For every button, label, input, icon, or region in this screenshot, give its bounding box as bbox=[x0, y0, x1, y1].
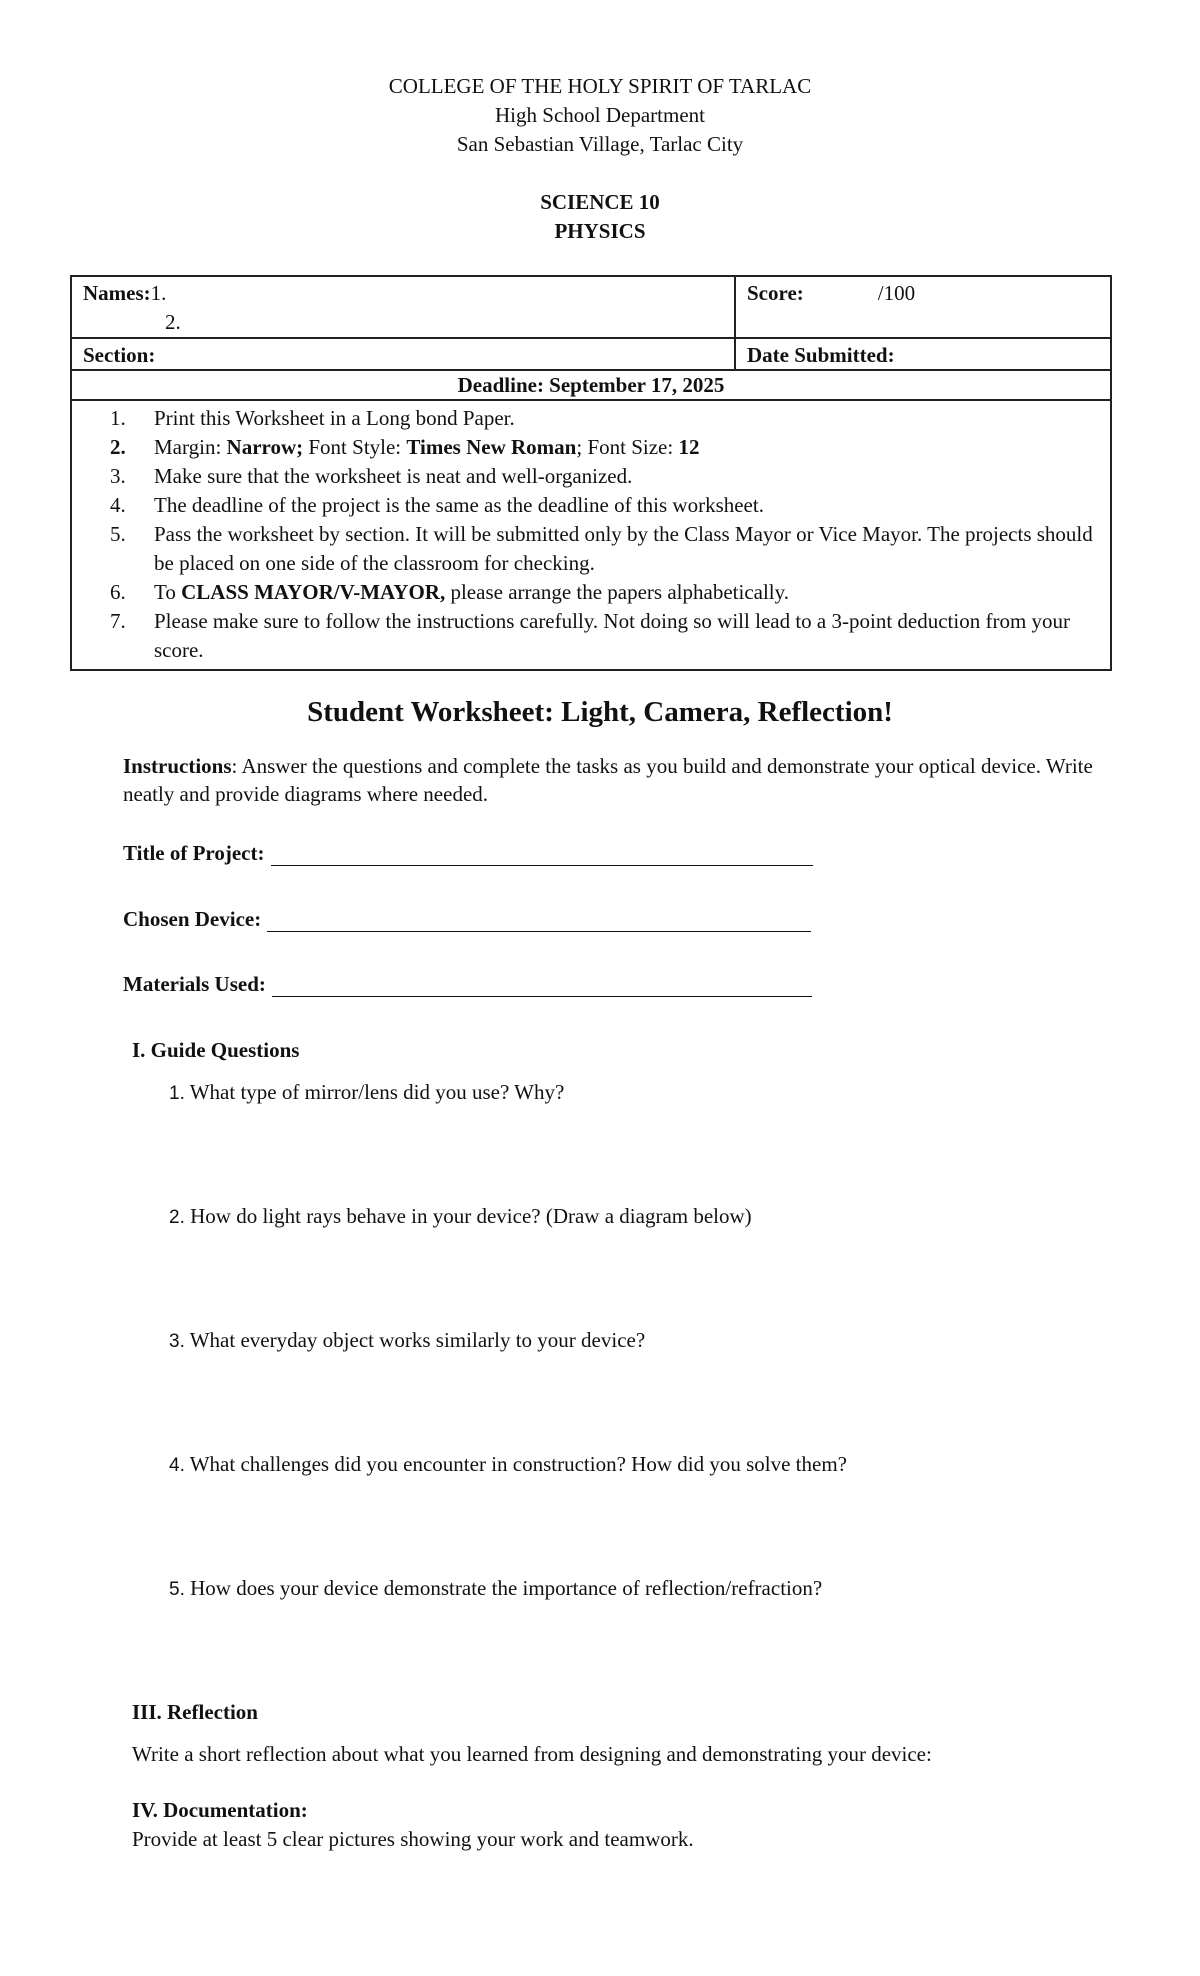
date-submitted-label: Date Submitted: bbox=[747, 343, 895, 367]
course-name: SCIENCE 10 bbox=[540, 190, 660, 214]
materials-used-label: Materials Used: bbox=[123, 972, 266, 996]
instructions-label: Instructions bbox=[123, 754, 232, 778]
rule-item: 2. Margin: Narrow; Font Style: Times New Roman; Font Size: 12 bbox=[110, 435, 700, 459]
rules-list bbox=[72, 401, 1110, 669]
rule-item: 6. To CLASS MAYOR/V-MAYOR, please arrange the papers alphabetically. bbox=[110, 580, 790, 604]
rule-item: 5. Pass the worksheet by section. It will be submitted only by the Class Mayor or Vice Mayor. The projects should be placed on one side of the classroom for checking. bbox=[110, 522, 1093, 575]
chosen-device-blank[interactable] bbox=[267, 911, 811, 932]
school-name: COLLEGE OF THE HOLY SPIRIT OF TARLAC bbox=[388, 74, 812, 98]
score-label: Score: bbox=[747, 281, 804, 305]
date-submitted-cell bbox=[736, 339, 1110, 369]
rule-item: 4. The deadline of the project is the same as the deadline of this worksheet. bbox=[110, 493, 764, 517]
guide-question: 3. What everyday object works similarly to your device? bbox=[169, 1328, 646, 1352]
project-title-blank[interactable] bbox=[271, 845, 813, 866]
subject-heading bbox=[0, 188, 1200, 246]
info-table bbox=[70, 275, 1112, 671]
name-slot-2: 2. bbox=[165, 310, 181, 334]
guide-question: 5. How does your device demonstrate the importance of reflection/refraction? bbox=[169, 1576, 823, 1600]
materials-used-blank[interactable] bbox=[272, 976, 812, 997]
reflection-heading: III. Reflection bbox=[132, 1700, 258, 1724]
course-topic: PHYSICS bbox=[554, 219, 646, 243]
reflection-prompt: Write a short reflection about what you learned from designing and demonstrating your device: bbox=[132, 1742, 932, 1766]
rules-row bbox=[72, 401, 1110, 669]
score-cell bbox=[736, 277, 1110, 337]
rule-item: 7. Please make sure to follow the instructions carefully. Not doing so will lead to a 3-point deduction from your score. bbox=[110, 609, 1071, 662]
deadline-text: Deadline: September 17, 2025 bbox=[457, 373, 725, 397]
rule-item: 3. Make sure that the worksheet is neat and well-organized. bbox=[110, 464, 633, 488]
section-label: Section: bbox=[83, 343, 156, 367]
school-address: San Sebastian Village, Tarlac City bbox=[456, 132, 744, 156]
worksheet-instructions bbox=[123, 752, 1093, 808]
department-name: High School Department bbox=[495, 103, 705, 127]
rule-item: 1. Print this Worksheet in a Long bond Paper. bbox=[110, 406, 515, 430]
documentation-prompt: Provide at least 5 clear pictures showing your work and teamwork. bbox=[132, 1827, 694, 1851]
worksheet-title: Student Worksheet: Light, Camera, Reflection! bbox=[307, 696, 893, 728]
names-row bbox=[72, 277, 1110, 339]
project-title-field bbox=[123, 841, 813, 866]
instructions-text: : Answer the questions and complete the tasks as you build and demonstrate your optical device. Write neatly and provide diagrams where needed. bbox=[123, 754, 1093, 806]
deadline-row bbox=[72, 371, 1110, 401]
guide-questions-heading: I. Guide Questions bbox=[132, 1038, 300, 1062]
name-slot-1: 1. bbox=[150, 281, 167, 305]
project-title-label: Title of Project: bbox=[123, 841, 265, 865]
materials-used-field bbox=[123, 972, 812, 997]
guide-question: 4. What challenges did you encounter in construction? How did you solve them? bbox=[169, 1452, 847, 1476]
names-label: Names: bbox=[83, 281, 151, 305]
guide-question: 1. What type of mirror/lens did you use? Why? bbox=[169, 1080, 565, 1104]
section-row bbox=[72, 339, 1110, 371]
guide-question: 2. How do light rays behave in your device? (Draw a diagram below) bbox=[169, 1204, 752, 1228]
score-total: /100 bbox=[877, 281, 916, 305]
school-header bbox=[0, 72, 1200, 159]
names-cell bbox=[72, 277, 736, 337]
chosen-device-field bbox=[123, 907, 811, 932]
documentation-heading: IV. Documentation: bbox=[132, 1798, 308, 1822]
chosen-device-label: Chosen Device: bbox=[123, 907, 262, 931]
section-cell bbox=[72, 339, 736, 369]
